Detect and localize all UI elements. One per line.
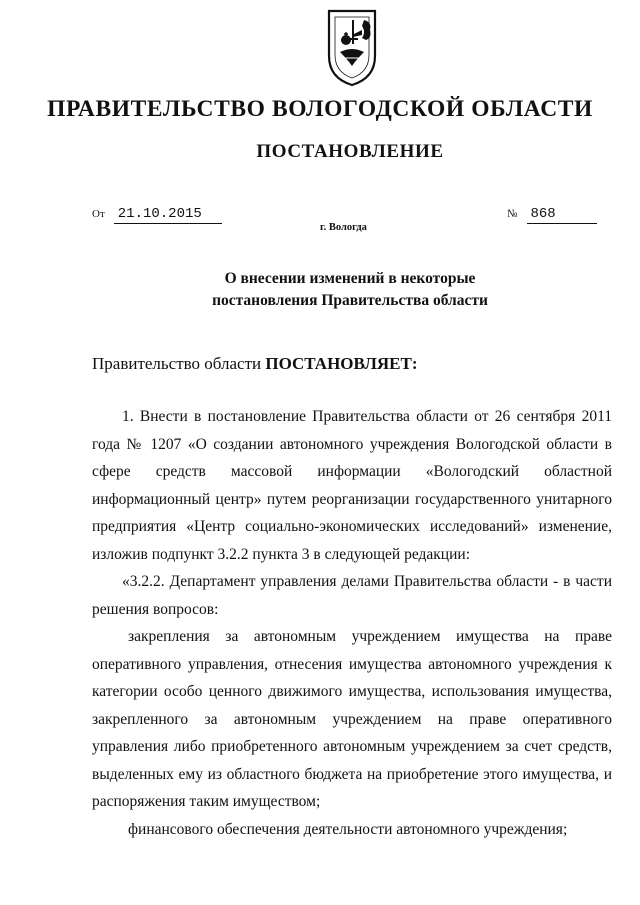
paragraph-3: закрепления за автономным учреждением имущества на праве оперативного управления, отнесения имущества автономного учреждения к категории особо ценного движимого имущества, использования имущества, закрепленного за автономным учреждением на праве оперативного управления либо приобретенного автономным учреждением за счет средств, выделенных ему из областного бюджета на приобретение этого имущества, и распоряжения таким имуществом; bbox=[92, 628, 612, 810]
number-value: 868 bbox=[527, 206, 597, 224]
date-label: От bbox=[92, 208, 105, 220]
preamble-text: Правительство области bbox=[92, 354, 266, 373]
paragraph-4: финансового обеспечения деятельности автономного учреждения; bbox=[128, 820, 568, 838]
document-type: ПОСТАНОВЛЕНИЕ bbox=[256, 141, 444, 162]
preamble-emphasis: ПОСТАНОВЛЯЕТ: bbox=[265, 354, 418, 373]
document-body bbox=[92, 403, 612, 843]
subject-line-2: постановления Правительства области bbox=[212, 292, 488, 309]
coat-of-arms-icon bbox=[326, 8, 378, 88]
subject-line-1: О внесении изменений в некоторые bbox=[224, 270, 476, 287]
organization-title: ПРАВИТЕЛЬСТВО ВОЛОГОДСКОЙ ОБЛАСТИ bbox=[47, 96, 593, 122]
paragraph-2: «3.2.2. Департамент управления делами Правительства области - в части решения вопросов: bbox=[92, 573, 612, 618]
city-label: г. Вологда bbox=[320, 222, 367, 233]
date-value: 21.10.2015 bbox=[114, 206, 222, 224]
number-field bbox=[507, 206, 597, 226]
document-subject bbox=[0, 268, 640, 312]
date-field bbox=[92, 206, 222, 226]
number-label: № bbox=[507, 208, 518, 220]
paragraph-1: 1. Внести в постановление Правительства области от 26 сентября 2011 года № 1207 «О создании автономного учреждения Вологодской области в сфере средств массовой информации «Вологодский областной информационный центр» путем реорганизации государственного унитарного предприятия «Центр социально-экономических исследований» изменение, изложив подпункт 3.2.2 пункта 3 в следующей редакции: bbox=[92, 408, 612, 563]
preamble bbox=[92, 354, 418, 374]
